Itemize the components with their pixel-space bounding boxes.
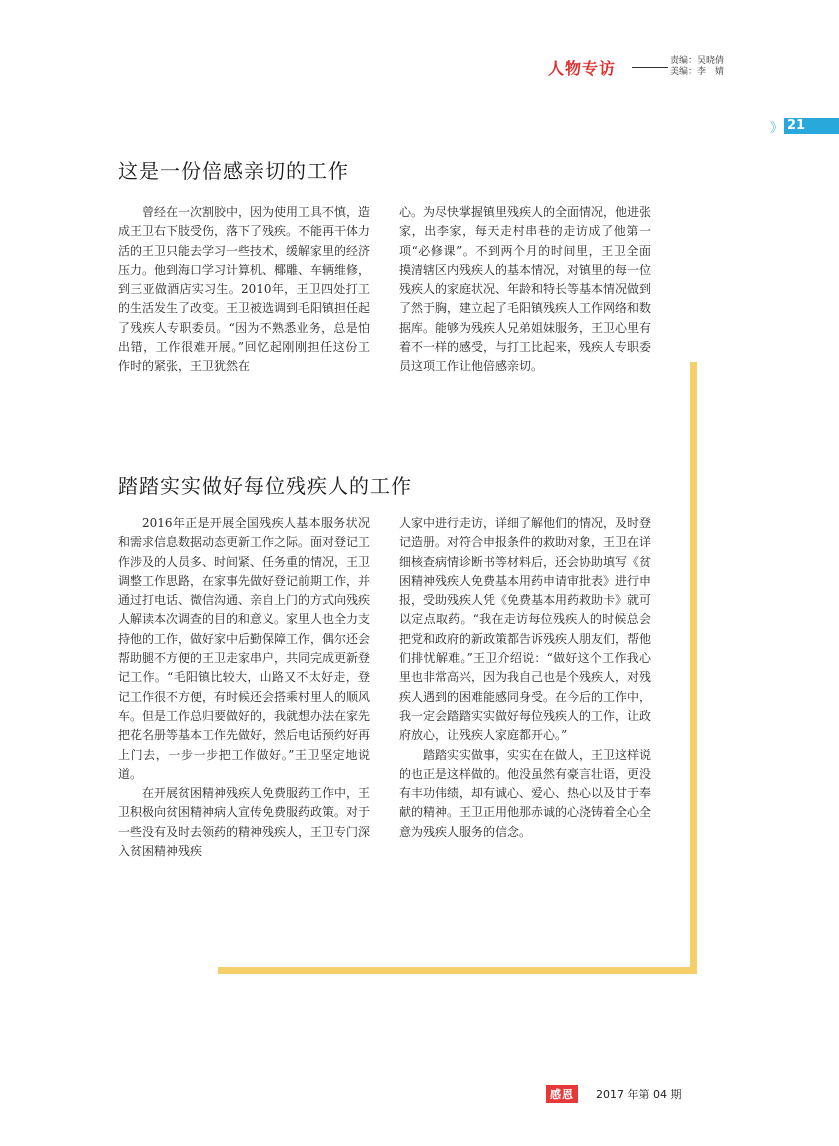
section1-right-column — [399, 203, 651, 377]
paragraph: 2016年正是开展全国残疾人基本服务状况和需求信息数据动态更新工作之际。面对登记工作涉及的人员多、时间紧、任务重的情况，王卫调整工作思路，在家事先做好登记前期工作，并通过打电话、微信沟通、亲自上门的方式向残疾人解读本次调查的目的和意义。家里人也全力支持他的工作，做好家中后勤保障工作，偶尔还会帮助腿不方便的王卫走家串户，共同完成更新登记工作。“毛阳镇比较大，山路又不太好走，登记工作很不方便，有时候还会搭乘村里人的顺风车。但是工作总归要做好的，我就想办法在家先把花名册等基本工作先做好，然后电话预约好再上门去，一步一步把工作做好。”王卫坚定地说道。 — [118, 516, 371, 781]
paragraph: 踏踏实实做事，实实在在做人，王卫这样说的也正是这样做的。他没虽然有豪言壮语，更没有丰功伟绩，却有诚心、爱心、热心以及甘于奉献的精神。王卫正用他那赤诚的心浇铸着全心全意为残疾人服务的信念。 — [399, 747, 652, 839]
footer — [546, 1085, 681, 1103]
section1-heading: 这是一份倍感亲切的工作 — [118, 159, 349, 183]
paragraph: 曾经在一次割胶中，因为使用工具不慎，造成王卫右下肢受伤，落下了残疾。不能再干体力活的王卫只能去学习一些技术，缓解家里的经济压力。他到海口学习计算机、椰雕、车辆维修，到三亚做酒店实习生。2010年，王卫四处打工的生活发生了改变。王卫被选调到毛阳镇担任起了残疾人专职委员。“因为不熟悉业务，总是怕出错，工作很难开展。”回忆起刚刚担任这份工作时的紧张，王卫犹然在 — [118, 205, 371, 374]
paragraph: 心。为尽快掌握镇里残疾人的全面情况，他进张家，出李家，每天走村串巷的走访成了他第一项“必修课”。不到两个月的时间里，王卫全面摸清辖区内残疾人的基本情况，对镇里的每一位残疾人的家庭状况、年龄和特长等基本情况做到了然于胸，建立起了毛阳镇残疾人工作网络和数据库。能够为残疾人兄弟姐妹服务，王卫心里有着不一样的感受，与打工比起来，残疾人专职委员这项工作让他倍感亲切。 — [399, 205, 652, 374]
decorative-frame-vertical — [690, 362, 697, 974]
magazine-logo: 感恩 — [546, 1085, 578, 1103]
issue-label: 2017 年第 04 期 — [596, 1088, 682, 1101]
designer-line: 美编：李 婧 — [670, 67, 725, 77]
header-section-title: 人物专访 — [548, 59, 617, 78]
section2-right-column — [399, 514, 651, 842]
header-divider — [632, 67, 668, 68]
section2-heading: 踏踏实实做好每位残疾人的工作 — [118, 474, 412, 498]
editor-line: 责编：吴晓倩 — [670, 56, 725, 66]
section1-left-column — [118, 203, 370, 377]
editor-credits — [670, 56, 724, 78]
page-number: 21 — [784, 118, 839, 134]
decorative-frame-horizontal — [218, 967, 697, 974]
page-number-tab — [770, 118, 839, 134]
paragraph: 人家中进行走访，详细了解他们的情况，及时登记造册。对符合申报条件的救助对象，王卫在详细核查病情诊断书等材料后，还会协助填写《贫困精神残疾人免费基本用药申请审批表》进行申报，受助残疾人凭《免费基本用药救助卡》就可以定点取药。“我在走访每位残疾人的时候总会把党和政府的新政策都告诉残疾人朋友们，帮他们排忧解难。”王卫介绍说：“做好这个工作我心里也非常高兴，因为我自己也是个残疾人，对残疾人遇到的困难能感同身受。在今后的工作中，我一定会踏踏实实做好每位残疾人的工作，让政府放心，让残疾人家庭都开心。” — [399, 516, 652, 743]
section2-left-column — [118, 514, 370, 861]
page-arrow-icon: 》 — [770, 120, 784, 136]
paragraph: 在开展贫困精神残疾人免费服药工作中，王卫积极向贫困精神病人宣传免费服药政策。对于一些没有及时去领药的精神残疾人，王卫专门深入贫困精神残疾 — [118, 786, 371, 859]
